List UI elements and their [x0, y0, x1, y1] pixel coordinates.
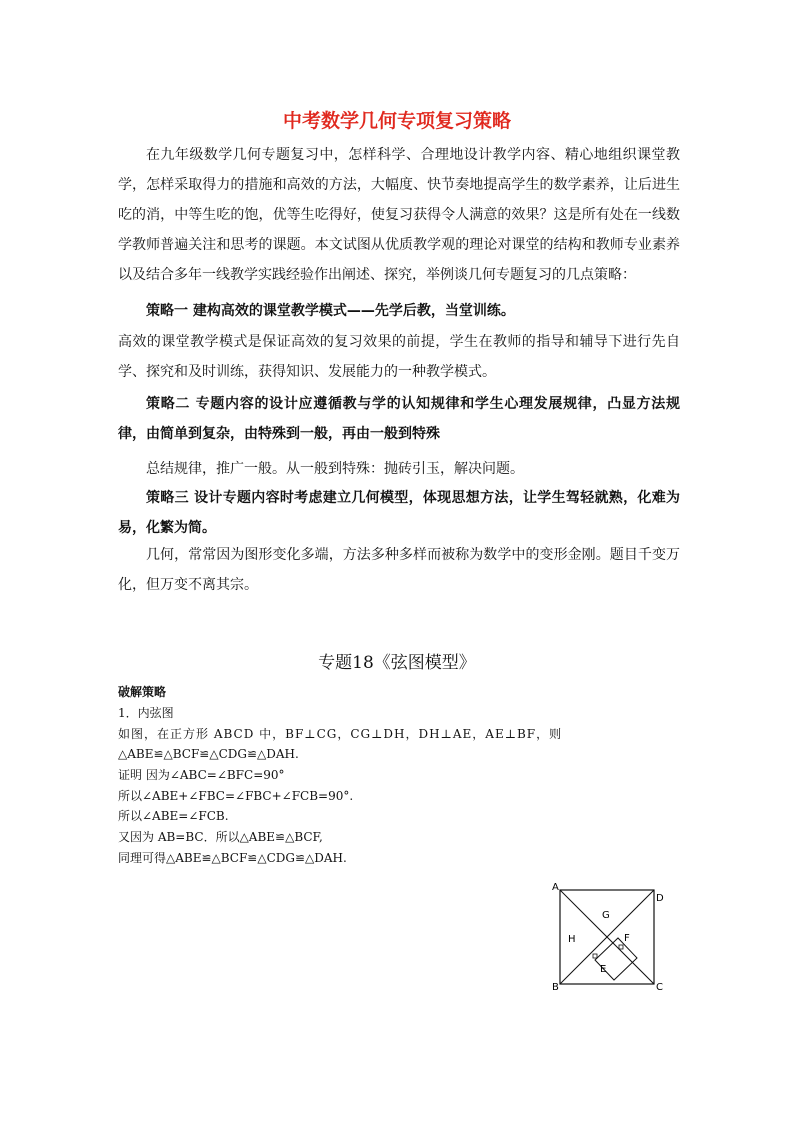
strategy3-body: 几何，常常因为图形变化多端，方法多种多样而被称为数学中的变形金刚。题目千变万化，但万变不离其宗。: [118, 547, 680, 593]
proof-line-5: 同理可得△ABE≌△BCF≌△CDG≌△DAH.: [118, 851, 347, 865]
label-a: A: [552, 882, 559, 893]
item-inner-chord: 1．内弦图: [118, 706, 174, 720]
strategy1-body: 高效的课堂教学模式是保证高效的复习效果的前提，学生在教师的指导和辅导下进行先自学、探究和及时训练，获得知识、发展能力的一种教学模式。: [118, 334, 680, 380]
strategy1-heading: 策略一 建构高效的课堂教学模式——先学后教，当堂训练。: [146, 303, 515, 319]
inner-chord-figure: [540, 880, 680, 992]
statement-line-2: △ABE≌△BCF≌△CDG≌△DAH.: [118, 747, 299, 761]
proof-line-2: 所以∠ABE+∠FBC=∠FBC+∠FCB=90°.: [118, 789, 354, 803]
label-h: H: [568, 934, 576, 945]
label-d: D: [656, 893, 664, 904]
strategy2-body: 总结规律，推广一般。从一般到特殊：抛砖引玉，解决问题。: [146, 461, 524, 477]
section-label: 破解策略: [118, 685, 167, 699]
label-g: G: [602, 910, 610, 921]
label-b: B: [552, 982, 559, 992]
right-angle-e: [593, 954, 597, 958]
right-angle-f: [619, 945, 623, 949]
topic-title: 专题18《弦图模型》: [318, 653, 476, 673]
proof-line-4: 又因为 AB=BC．所以△ABE≌△BCF,: [118, 830, 323, 844]
intro-paragraph: 在九年级数学几何专题复习中，怎样科学、合理地设计教学内容、精心地组织课堂教学，怎样采取得力的措施和高效的方法，大幅度、快节奏地提高学生的数学素养，让后进生吃的消，中等生吃的饱，优等生吃得好，使复习获得令人满意的效果？这是所有处在一线数学教师普遍关注和思考的课题。本文试图从优质教学观的理论对课堂的结构和教师专业素养以及结合多年一线教学实践经验作出阐述、探究，举例谈几何专题复习的几点策略：: [118, 147, 680, 283]
strategy2-heading: 策略二 专题内容的设计应遵循教与学的认知规律和学生心理发展规律，凸显方法规律，由简单到复杂，由特殊到一般，再由一般到特殊: [118, 396, 680, 442]
statement-line-1: 如图，在正方形 ABCD 中，BF⊥CG，CG⊥DH，DH⊥AE，AE⊥BF，则: [118, 727, 563, 741]
proof-line-1: 证明 因为∠ABC=∠BFC=90°: [118, 768, 285, 782]
label-e: E: [600, 964, 607, 975]
label-f: F: [624, 933, 630, 944]
strategy3-heading: 策略三 设计专题内容时考虑建立几何模型，体现思想方法，让学生驾轻就熟，化难为易，化繁为简。: [118, 490, 680, 536]
proof-line-3: 所以∠ABE=∠FCB.: [118, 809, 229, 823]
page-title: 中考数学几何专项复习策略: [282, 110, 511, 132]
label-c: C: [656, 982, 663, 992]
